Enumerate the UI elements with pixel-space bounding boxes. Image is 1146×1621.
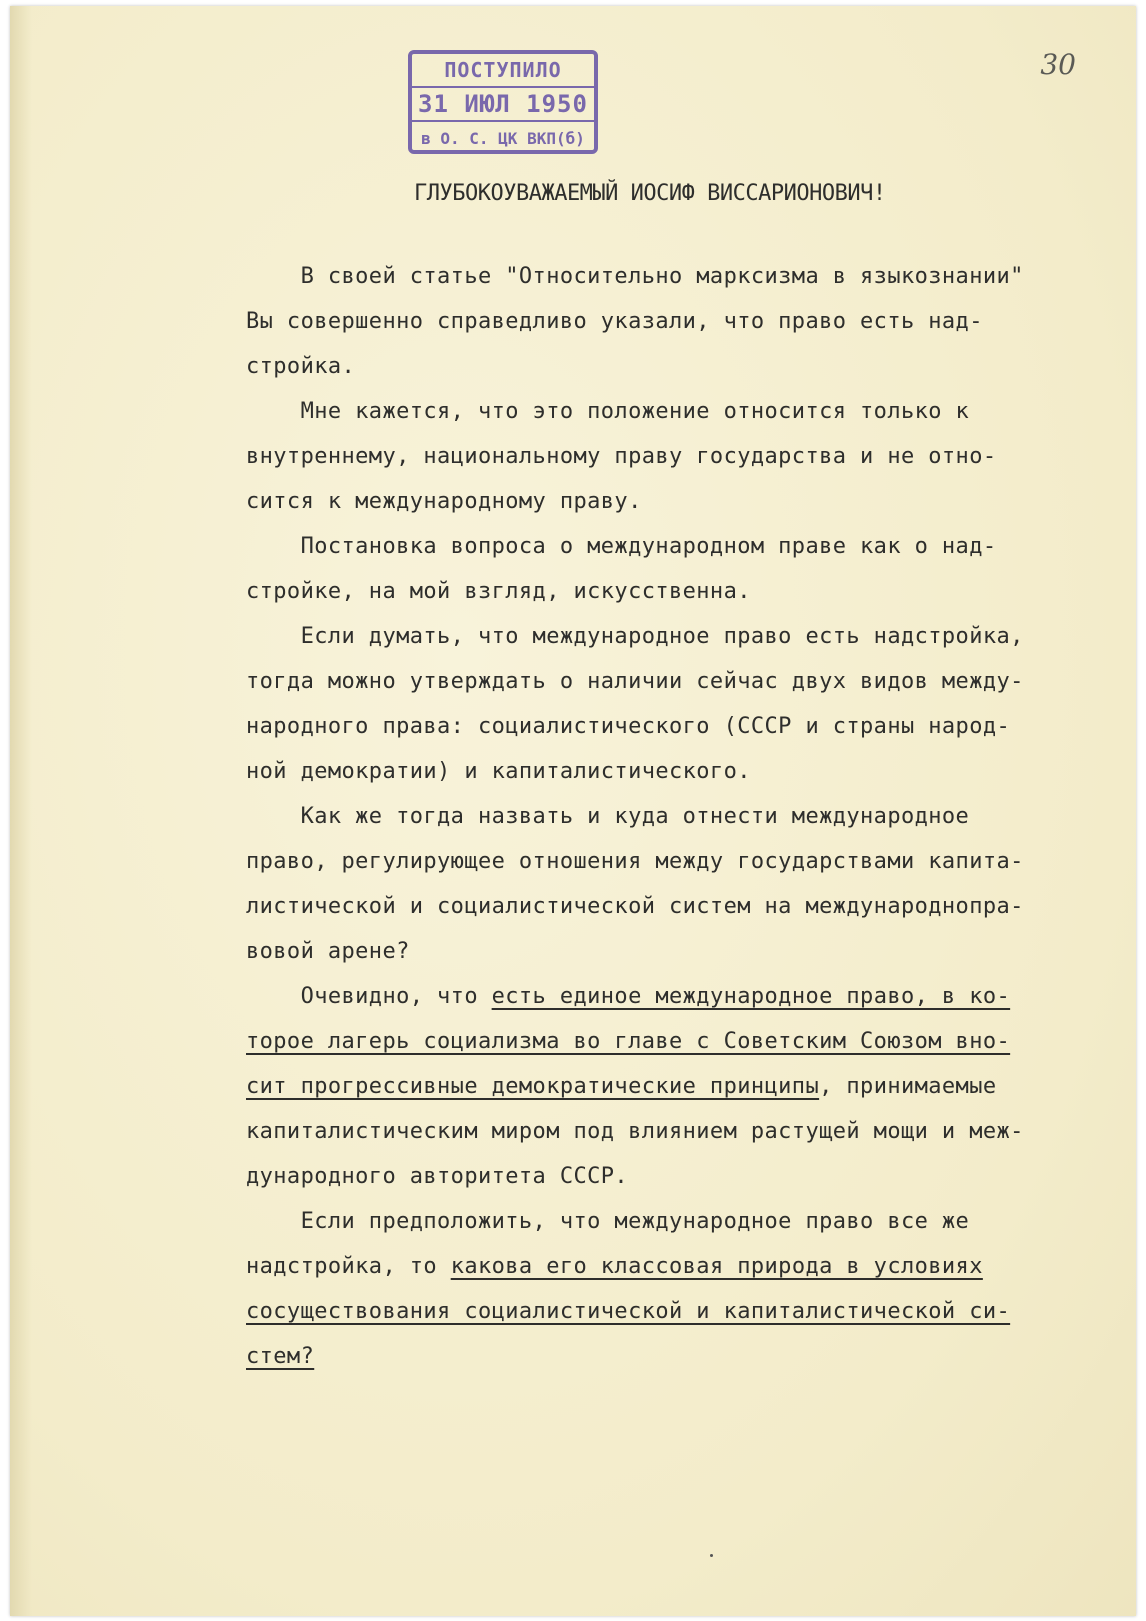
text-line: стройке, на мой взгляд, искусственна. — [246, 579, 751, 604]
text-line: листической и социалистической систем на международнопра- — [246, 894, 1024, 919]
text-line — [246, 974, 1106, 1019]
text-line — [246, 1019, 1106, 1064]
text-line: народного права: социалистического (СССР и страны народ- — [246, 714, 1011, 739]
underlined-text: какова его классовая природа в условиях — [450, 1254, 983, 1279]
underlined-text: есть единое международное право, в ко- — [491, 984, 1011, 1009]
text-segment: Очевидно, что — [246, 984, 492, 1009]
letter-body — [246, 168, 1106, 1379]
text-line — [246, 1244, 1106, 1289]
text-line: Как же тогда назвать и куда отнести международное — [246, 804, 970, 829]
text-line: тогда можно утверждать о наличии сейчас двух видов между- — [246, 669, 1024, 694]
text-line: В своей статье "Относительно марксизма в языкознании" — [246, 264, 1024, 289]
text-line: дународного авторитета СССР. — [246, 1164, 629, 1189]
text-segment: надстройка, то — [246, 1254, 451, 1279]
page-number: 30 — [1040, 48, 1076, 81]
paragraph-7 — [246, 1199, 1106, 1379]
text-line: внутреннему, национальному праву государства и не отно- — [246, 444, 997, 469]
text-line: право, регулирующее отношения между государствами капита- — [246, 849, 1024, 874]
paragraph-1 — [246, 254, 1106, 389]
text-line: Если предположить, что международное право все же — [246, 1209, 970, 1234]
underlined-text: торое лагерь социализма во главе с Советским Союзом вно- — [246, 1029, 1011, 1054]
text-line — [246, 1064, 1106, 1109]
text-line: Постановка вопроса о международном праве как о над- — [246, 534, 997, 559]
text-line: Вы совершенно справедливо указали, что право есть над- — [246, 309, 983, 334]
paragraph-3 — [246, 524, 1106, 614]
salutation: ГЛУБОКОУВАЖАЕМЫЙ ИОСИФ ВИССАРИОНОВИЧ! — [414, 181, 886, 206]
text-line: вовой арене? — [246, 939, 410, 964]
underlined-text: стем? — [246, 1344, 315, 1369]
text-line: сится к международному праву. — [246, 489, 642, 514]
text-line: Если думать, что международное право есть надстройка, — [246, 624, 1024, 649]
paragraph-6 — [246, 974, 1106, 1199]
paragraph-5 — [246, 794, 1106, 974]
text-line: Мне кажется, что это положение относится только к — [246, 399, 970, 424]
stamp-line-department: в О. С. ЦК ВКП(б) — [421, 128, 585, 148]
stamp-line-received: ПОСТУПИЛО — [412, 54, 594, 88]
paragraph-2 — [246, 389, 1106, 524]
text-line — [246, 1289, 1106, 1334]
text-line: капиталистическим миром под влиянием растущей мощи и меж- — [246, 1119, 1024, 1144]
stamp-line-date: 31 ИЮЛ 1950 — [412, 88, 594, 122]
text-line: стройка. — [246, 354, 356, 379]
document-page — [10, 6, 1136, 1616]
text-segment: , принимаемые — [819, 1074, 997, 1099]
underlined-text: сосуществования социалистической и капиталистической си- — [246, 1299, 1011, 1324]
paragraph-4 — [246, 614, 1106, 794]
text-line: ной демократии) и капиталистического. — [246, 759, 751, 784]
text-line — [246, 1334, 1106, 1379]
ink-dot — [710, 1554, 713, 1557]
received-stamp — [408, 50, 598, 154]
underlined-text: сит прогрессивные демократические принципы — [246, 1074, 820, 1099]
